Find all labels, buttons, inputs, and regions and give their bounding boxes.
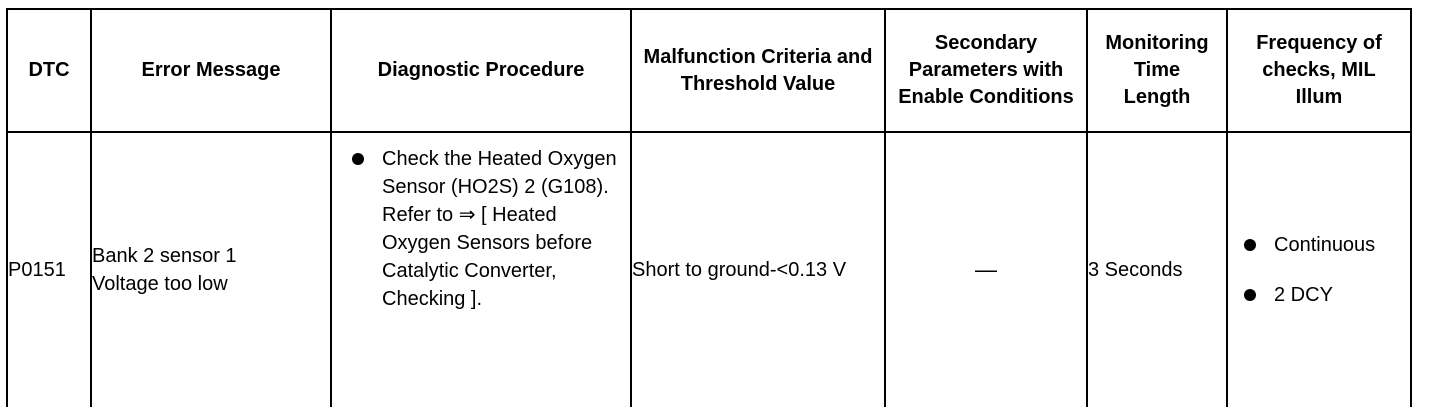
- bullet-icon: [1244, 289, 1256, 301]
- dtc-code: P0151: [8, 259, 66, 281]
- frequency-item: [1228, 220, 1410, 270]
- header-diagnostic-procedure: Diagnostic Procedure: [331, 9, 631, 132]
- frequency-text: Continuous: [1274, 234, 1376, 256]
- frequency-item: [1228, 270, 1410, 320]
- header-dtc: DTC: [7, 9, 91, 132]
- frequency-list: [1228, 220, 1410, 320]
- cell-malfunction-criteria: [631, 132, 885, 407]
- header-secondary-parameters: Secondary Parameters with Enable Conditions: [885, 9, 1087, 132]
- bullet-icon: [1244, 239, 1256, 251]
- procedure-list: [332, 145, 630, 313]
- header-error-message: Error Message: [91, 9, 331, 132]
- header-frequency: Frequency of checks, MIL Illum: [1227, 9, 1411, 132]
- cell-monitoring-time: [1087, 132, 1227, 407]
- cell-dtc: [7, 132, 91, 407]
- procedure-text: Check the Heated Oxygen Sensor (HO2S) 2 (G108). Refer to ⇒ [ Heated Oxygen Sensors before Catalytic Converter, Checking ].: [382, 148, 617, 310]
- malfunction-criteria-text: Short to ground-<0.13 V: [632, 259, 847, 281]
- cell-error-message: [91, 132, 331, 407]
- header-monitoring-time: Monitoring Time Length: [1087, 9, 1227, 132]
- procedure-item: [332, 145, 630, 313]
- monitoring-time-text: 3 Seconds: [1088, 259, 1183, 281]
- error-message-text: Bank 2 sensor 1 Voltage too low: [92, 245, 237, 295]
- bullet-icon: [352, 153, 364, 165]
- secondary-parameters-text: —: [975, 257, 997, 282]
- frequency-text: 2 DCY: [1274, 284, 1333, 306]
- cell-secondary-parameters: [885, 132, 1087, 407]
- cell-frequency: [1227, 132, 1411, 407]
- header-row: [7, 9, 1411, 132]
- table-row: [7, 132, 1411, 407]
- header-malfunction-criteria: Malfunction Criteria and Threshold Value: [631, 9, 885, 132]
- cell-diagnostic-procedure: [331, 132, 631, 407]
- dtc-table: [6, 8, 1412, 407]
